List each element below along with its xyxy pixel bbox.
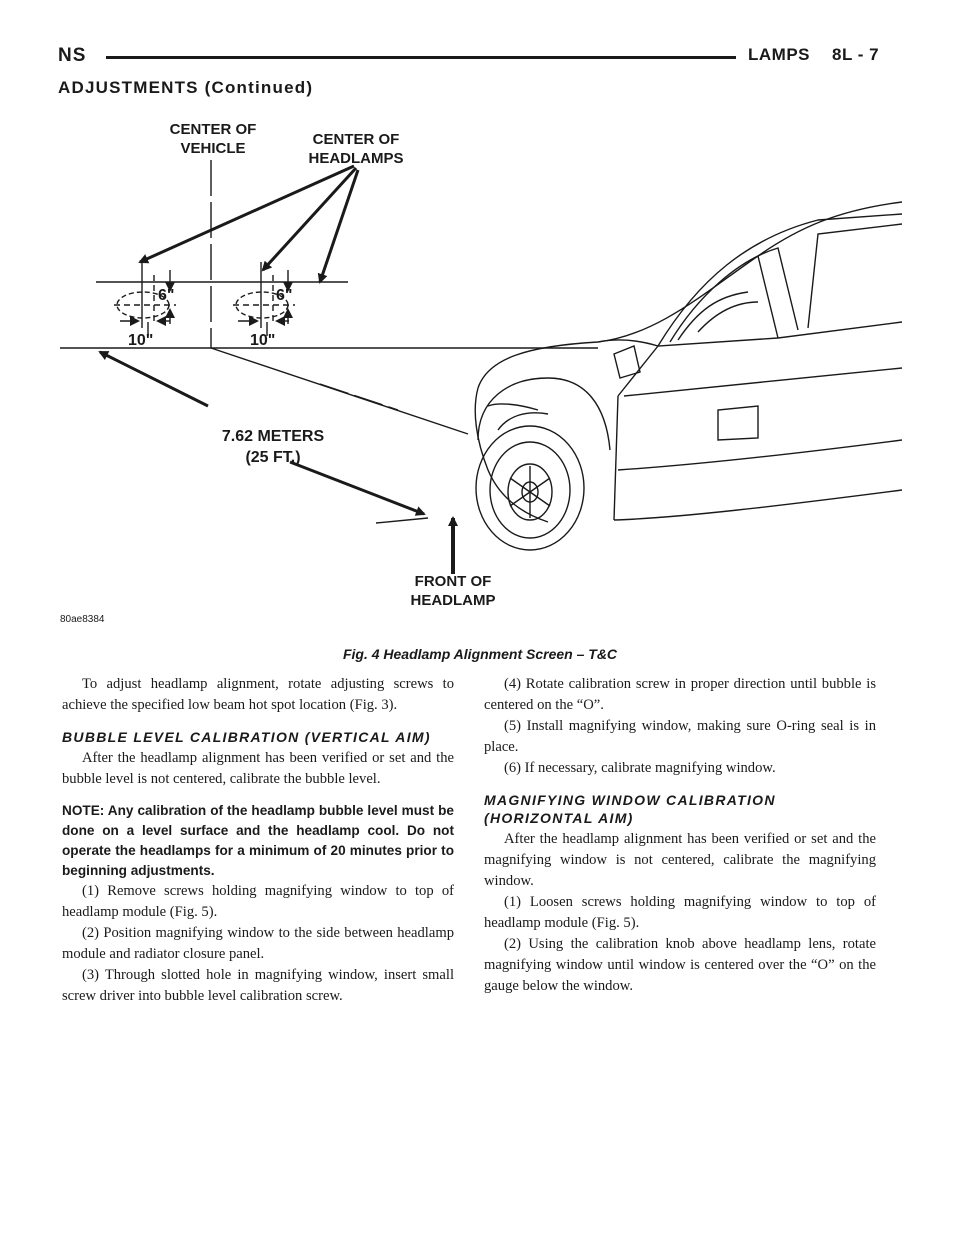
header-rule — [106, 56, 736, 59]
right-column — [484, 674, 876, 997]
label-front-of-headlamp: FRONT OF HEADLAMP — [410, 573, 496, 609]
step-6-calibrate-window: (6) If necessary, calibrate magnifying window. — [504, 760, 776, 776]
step-2-position-window: (2) Position magnifying window to the side between headlamp module and radiator closure panel. — [62, 925, 454, 962]
paragraph-window-intro: After the headlamp alignment has been verified or set and the magnifying window is not centered, calibrate the magnifying window. — [484, 831, 876, 889]
label-center-of-headlamps: CENTER OF HEADLAMPS — [308, 131, 404, 167]
headlamp-alignment-figure — [58, 110, 902, 634]
label-center-of-vehicle: CENTER OF VEHICLE — [169, 121, 257, 157]
figure-id: 80ae8384 — [60, 614, 105, 625]
heading-magnifying-window: MAGNIFYING WINDOW CALIBRATION (HORIZONTAL AIM) — [484, 792, 776, 826]
step-1-remove-screws: (1) Remove screws holding magnifying window to top of headlamp module (Fig. 5). — [62, 883, 454, 920]
figure-caption: Fig. 4 Headlamp Alignment Screen – T&C — [342, 646, 618, 662]
section-title: ADJUSTMENTS (Continued) — [58, 78, 314, 97]
label-distance: 7.62 METERS (25 FT.) — [221, 428, 325, 466]
left-column — [62, 674, 454, 1007]
measure-6in-right: 6" — [276, 287, 293, 304]
paragraph-adjust: To adjust headlamp alignment, rotate adjusting screws to achieve the specified low beam hot spot location (Fig. 3). — [62, 676, 454, 713]
step-5-install-window: (5) Install magnifying window, making sure O-ring seal is in place. — [484, 718, 876, 755]
paragraph-bubble-intro: After the headlamp alignment has been verified or set and the bubble level is not centered, calibrate the bubble level. — [62, 750, 454, 787]
heading-bubble-level: BUBBLE LEVEL CALIBRATION (VERTICAL AIM) — [62, 729, 431, 745]
step-1-loosen-screws: (1) Loosen screws holding magnifying window to top of headlamp module (Fig. 5). — [484, 894, 876, 931]
header-section — [748, 45, 879, 65]
step-3-insert-screwdriver: (3) Through slotted hole in magnifying window, insert small screw driver into bubble level calibration screw. — [62, 967, 454, 1004]
alignment-diagram — [58, 110, 902, 634]
step-2-rotate-window: (2) Using the calibration knob above headlamp lens, rotate magnifying window until window is centered over the “O” on the gauge below the window. — [484, 936, 876, 994]
car-illustration — [475, 202, 902, 550]
measure-10in-right: 10" — [250, 332, 276, 349]
measure-6in-left: 6" — [158, 287, 175, 304]
measure-10in-left: 10" — [128, 332, 154, 349]
header-section-name: LAMPS — [748, 45, 810, 64]
header-model-code: NS — [58, 45, 87, 66]
header-page-number: 8L - 7 — [832, 45, 880, 64]
step-4-rotate-screw: (4) Rotate calibration screw in proper direction until bubble is centered on the “O”. — [484, 676, 876, 713]
note-calibration: NOTE: Any calibration of the headlamp bubble level must be done on a level surface and the headlamp cool. Do not operate the headlamps for a minimum of 20 minutes prior to beginning adjustments. — [62, 803, 454, 878]
